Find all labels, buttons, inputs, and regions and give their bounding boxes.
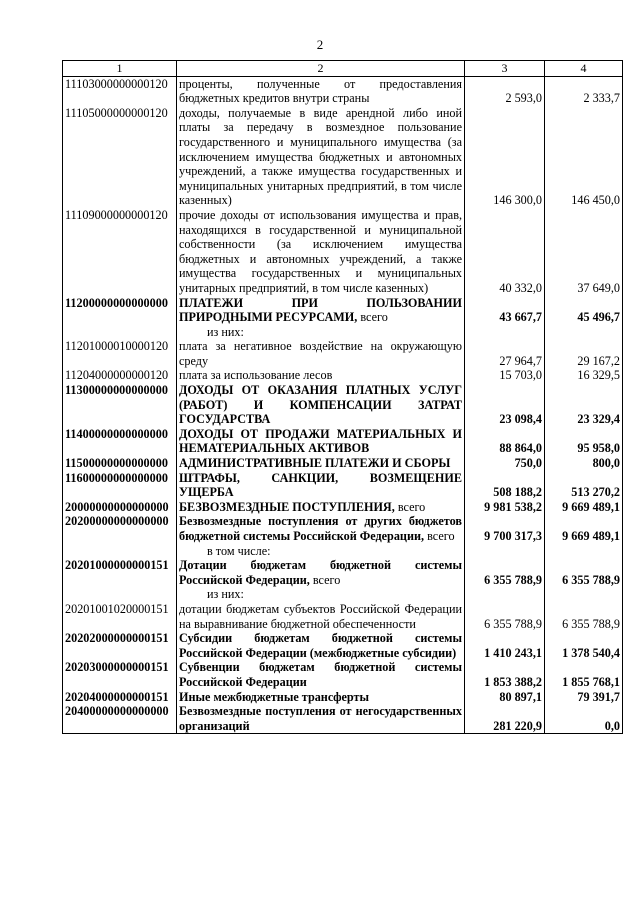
table-row bbox=[63, 602, 623, 631]
row-name bbox=[177, 500, 465, 515]
row-value-col3: 146 300,0 bbox=[465, 106, 545, 208]
row-title: Безвозмездные поступления от негосударственных организаций bbox=[179, 704, 462, 733]
row-value-col3: 6 355 788,9 bbox=[465, 558, 545, 587]
table-row bbox=[63, 296, 623, 325]
row-value-col4: 9 669 489,1 bbox=[545, 500, 623, 515]
row-title: плата за негативное воздействие на окружающую среду bbox=[179, 339, 462, 368]
row-value-col4: 16 329,5 bbox=[545, 368, 623, 383]
column-header-1: 1 bbox=[63, 61, 177, 77]
row-value-col3: 6 355 788,9 bbox=[465, 602, 545, 631]
row-value-col3: 2 593,0 bbox=[465, 76, 545, 106]
row-value-col3: 23 098,4 bbox=[465, 383, 545, 427]
table-row bbox=[63, 704, 623, 734]
row-title: плата за использование лесов bbox=[179, 368, 333, 383]
table-row bbox=[63, 544, 623, 559]
row-code: 20203000000000151 bbox=[63, 660, 177, 689]
table-body bbox=[63, 76, 623, 734]
table-row bbox=[63, 500, 623, 515]
row-value-col4: 1 855 768,1 bbox=[545, 660, 623, 689]
row-value-col3: 1 410 243,1 bbox=[465, 631, 545, 660]
table-row bbox=[63, 660, 623, 689]
table-row bbox=[63, 106, 623, 208]
row-code: 20201001020000151 bbox=[63, 602, 177, 631]
row-code bbox=[63, 587, 177, 602]
row-value-col4: 2 333,7 bbox=[545, 76, 623, 106]
row-value-col4 bbox=[545, 544, 623, 559]
row-code: 11204000000000120 bbox=[63, 368, 177, 383]
row-name bbox=[177, 325, 465, 340]
table-header-row bbox=[63, 61, 623, 77]
row-value-col4: 800,0 bbox=[545, 456, 623, 471]
row-value-col4: 29 167,2 bbox=[545, 339, 623, 368]
table-row bbox=[63, 514, 623, 543]
column-header-3: 3 bbox=[465, 61, 545, 77]
table-row bbox=[63, 383, 623, 427]
table-row bbox=[63, 690, 623, 705]
row-value-col4 bbox=[545, 587, 623, 602]
row-name bbox=[177, 427, 465, 456]
row-title: проценты, полученные от предоставления бюджетных кредитов внутри страны bbox=[179, 76, 462, 106]
table-row bbox=[63, 368, 623, 383]
row-title: доходы, получаемые в виде арендной либо иной платы за передачу в возмездное пользование государственного и муниципального имущества (за исключением имущества бюджетных и автономных учреждений, а также имущества государственных и муниципальных унитарных предприятий, в том числе казенных) bbox=[179, 105, 462, 208]
row-title-suffix: всего bbox=[424, 529, 455, 543]
row-code: 20000000000000000 bbox=[63, 500, 177, 515]
row-code: 11201000010000120 bbox=[63, 339, 177, 368]
row-name bbox=[177, 704, 465, 734]
row-code: 11109000000000120 bbox=[63, 208, 177, 296]
row-title: Иные межбюджетные трансферты bbox=[179, 689, 370, 704]
row-title: дотации бюджетам субъектов Российской Федерации на выравнивание бюджетной обеспеченности bbox=[179, 601, 462, 631]
table-row bbox=[63, 558, 623, 587]
row-code: 20202000000000151 bbox=[63, 631, 177, 660]
row-code: 11105000000000120 bbox=[63, 106, 177, 208]
row-code: 20200000000000000 bbox=[63, 514, 177, 543]
row-title: ДОХОДЫ ОТ ПРОДАЖИ МАТЕРИАЛЬНЫХ И НЕМАТЕРИАЛЬНЫХ АКТИВОВ bbox=[179, 426, 462, 456]
row-name bbox=[177, 339, 465, 368]
row-title-suffix: всего bbox=[309, 572, 341, 587]
table-row bbox=[63, 76, 623, 106]
row-code bbox=[63, 325, 177, 340]
column-header-2: 2 bbox=[177, 61, 465, 77]
row-name bbox=[177, 106, 465, 208]
row-title-suffix: всего bbox=[394, 499, 426, 514]
row-name bbox=[177, 368, 465, 383]
row-value-col3: 1 853 388,2 bbox=[465, 660, 545, 689]
row-name bbox=[177, 558, 465, 587]
row-title: Дотации бюджетам бюджетной системы Российской Федерации, bbox=[179, 558, 462, 587]
row-title: БЕЗВОЗМЕЗДНЫЕ ПОСТУПЛЕНИЯ, bbox=[179, 499, 395, 514]
row-name bbox=[177, 208, 465, 296]
row-code: 11300000000000000 bbox=[63, 383, 177, 427]
row-code: 11600000000000000 bbox=[63, 471, 177, 500]
table-row bbox=[63, 427, 623, 456]
row-value-col3: 9 700 317,3 bbox=[465, 514, 545, 543]
row-value-col3: 750,0 bbox=[465, 456, 545, 471]
row-name bbox=[177, 631, 465, 660]
row-name bbox=[177, 296, 465, 325]
row-name bbox=[177, 514, 465, 543]
table-row bbox=[63, 631, 623, 660]
row-name bbox=[177, 456, 465, 471]
row-value-col3: 27 964,7 bbox=[465, 339, 545, 368]
row-value-col4: 45 496,7 bbox=[545, 296, 623, 325]
row-code bbox=[63, 544, 177, 559]
row-name bbox=[177, 690, 465, 705]
budget-table bbox=[62, 60, 623, 734]
row-value-col3: 508 188,2 bbox=[465, 471, 545, 500]
row-title: из них: bbox=[207, 324, 244, 339]
table-row bbox=[63, 587, 623, 602]
row-title: АДМИНИСТРАТИВНЫЕ ПЛАТЕЖИ И СБОРЫ bbox=[179, 456, 451, 471]
row-title: в том числе: bbox=[207, 543, 271, 558]
row-name bbox=[177, 602, 465, 631]
row-value-col4 bbox=[545, 325, 623, 340]
row-name bbox=[177, 471, 465, 500]
row-value-col4: 95 958,0 bbox=[545, 427, 623, 456]
row-name bbox=[177, 587, 465, 602]
row-title: ПЛАТЕЖИ ПРИ ПОЛЬЗОВАНИИ ПРИРОДНЫМИ РЕСУРСАМИ, bbox=[179, 295, 462, 325]
row-name bbox=[177, 383, 465, 427]
row-value-col4: 37 649,0 bbox=[545, 208, 623, 296]
row-value-col3: 15 703,0 bbox=[465, 368, 545, 383]
row-value-col3: 80 897,1 bbox=[465, 690, 545, 705]
row-value-col3: 88 864,0 bbox=[465, 427, 545, 456]
row-value-col4: 6 355 788,9 bbox=[545, 602, 623, 631]
table-row bbox=[63, 471, 623, 500]
table-row bbox=[63, 456, 623, 471]
row-value-col4: 146 450,0 bbox=[545, 106, 623, 208]
row-value-col4: 1 378 540,4 bbox=[545, 631, 623, 660]
row-code: 11400000000000000 bbox=[63, 427, 177, 456]
row-code: 11200000000000000 bbox=[63, 296, 177, 325]
row-value-col4: 79 391,7 bbox=[545, 690, 623, 705]
row-value-col4: 6 355 788,9 bbox=[545, 558, 623, 587]
row-code: 11500000000000000 bbox=[63, 456, 177, 471]
row-value-col3: 43 667,7 bbox=[465, 296, 545, 325]
row-title: Субвенции бюджетам бюджетной системы Российской Федерации bbox=[179, 660, 462, 689]
row-value-col3: 281 220,9 bbox=[465, 704, 545, 734]
row-value-col4: 0,0 bbox=[545, 704, 623, 734]
row-value-col4: 9 669 489,1 bbox=[545, 514, 623, 543]
row-title: ДОХОДЫ ОТ ОКАЗАНИЯ ПЛАТНЫХ УСЛУГ (РАБОТ) И КОМПЕНСАЦИИ ЗАТРАТ ГОСУДАРСТВА bbox=[179, 383, 462, 427]
row-code: 20201000000000151 bbox=[63, 558, 177, 587]
row-title: ШТРАФЫ, САНКЦИИ, ВОЗМЕЩЕНИЕ УЩЕРБА bbox=[179, 470, 462, 500]
row-title: из них: bbox=[207, 587, 244, 602]
row-value-col4: 23 329,4 bbox=[545, 383, 623, 427]
row-name bbox=[177, 76, 465, 106]
table-row bbox=[63, 325, 623, 340]
row-value-col3 bbox=[465, 325, 545, 340]
column-header-4: 4 bbox=[545, 61, 623, 77]
row-code: 20204000000000151 bbox=[63, 690, 177, 705]
page-number: 2 bbox=[316, 37, 324, 52]
row-value-col3 bbox=[465, 587, 545, 602]
row-code: 11103000000000120 bbox=[63, 76, 177, 106]
table-row bbox=[63, 208, 623, 296]
row-name bbox=[177, 660, 465, 689]
table-row bbox=[63, 339, 623, 368]
row-value-col3: 9 981 538,2 bbox=[465, 500, 545, 515]
row-title: Субсидии бюджетам бюджетной системы Российской Федерации (межбюджетные субсидии) bbox=[179, 631, 462, 660]
row-value-col4: 513 270,2 bbox=[545, 471, 623, 500]
row-value-col3: 40 332,0 bbox=[465, 208, 545, 296]
row-value-col3 bbox=[465, 544, 545, 559]
row-title: прочие доходы от использования имущества и прав, находящихся в государственной и муниципальной собственности (за исключением имущества бюджетных и автономных учреждений, а также имущества государственных и муниципальных унитарных предприятий, в том числе казенных) bbox=[179, 207, 462, 295]
row-title: Безвозмездные поступления от других бюджетов бюджетной системы Российской Федерации, bbox=[179, 514, 462, 543]
row-name bbox=[177, 544, 465, 559]
row-code: 20400000000000000 bbox=[63, 704, 177, 734]
row-title-suffix: всего bbox=[357, 310, 388, 325]
